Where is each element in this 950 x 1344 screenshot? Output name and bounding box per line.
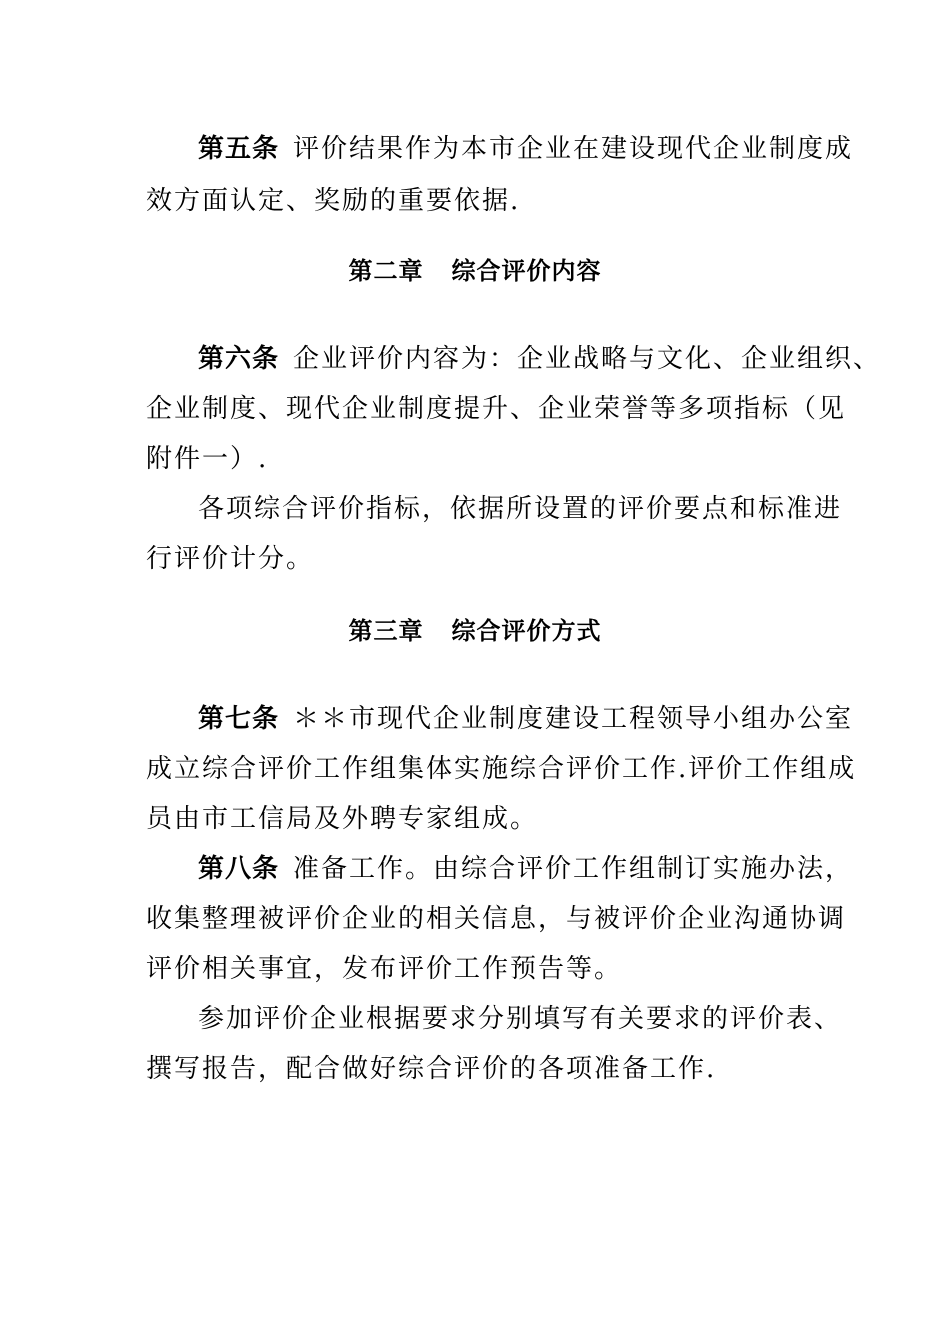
chapter-2-heading: [0, 254, 950, 288]
chapter-3-number: 第三章: [348, 617, 424, 645]
article-8-line-3: 评价相关事宜，发布评价工作预告等。: [146, 954, 623, 984]
article-7-text-1: ＊＊市现代企业制度建设工程领导小组办公室: [293, 704, 854, 734]
article-6-label: 第六条: [198, 344, 280, 374]
article-5-text-1: 评价结果作为本市企业在建设现代企业制度成: [293, 134, 854, 164]
article-5-line-2: 效方面认定、奖励的重要依据.: [146, 186, 521, 216]
chapter-2-title: 综合评价内容: [451, 257, 602, 285]
article-6-line-3: 附件一）.: [146, 444, 269, 474]
article-5-label: 第五条: [198, 134, 280, 164]
article-8-para-2-line-2: 撰写报告，配合做好综合评价的各项准备工作.: [146, 1054, 717, 1084]
article-7-line-3: 员由市工信局及外聘专家组成。: [146, 804, 539, 834]
article-6-line-1: [198, 342, 881, 376]
article-6-text-1: 企业评价内容为：企业战略与文化、企业组织、: [293, 344, 882, 374]
article-8-para-2-line-1: 参加评价企业根据要求分别填写有关要求的评价表、: [198, 1004, 843, 1034]
article-8-line-1: [198, 852, 853, 886]
article-5-line-1: [198, 132, 853, 166]
chapter-3-heading: [0, 614, 950, 648]
article-7-line-2: 成立综合评价工作组集体实施综合评价工作.评价工作组成: [146, 754, 857, 784]
article-7-line-1: [198, 702, 853, 736]
chapter-2-number: 第二章: [348, 257, 424, 285]
article-7-label: 第七条: [198, 704, 280, 734]
article-8-text-1: 准备工作。由综合评价工作组制订实施办法，: [293, 854, 854, 884]
article-8-label: 第八条: [198, 854, 280, 884]
article-6-para-2-line-2: 行评价计分。: [146, 544, 315, 574]
chapter-3-title: 综合评价方式: [451, 617, 602, 645]
article-6-para-2-line-1: 各项综合评价指标，依据所设置的评价要点和标准进: [198, 494, 843, 524]
article-8-line-2: 收集整理被评价企业的相关信息，与被评价企业沟通协调: [146, 904, 847, 934]
article-6-line-2: 企业制度、现代企业制度提升、企业荣誉等多项指标（见: [146, 394, 847, 424]
